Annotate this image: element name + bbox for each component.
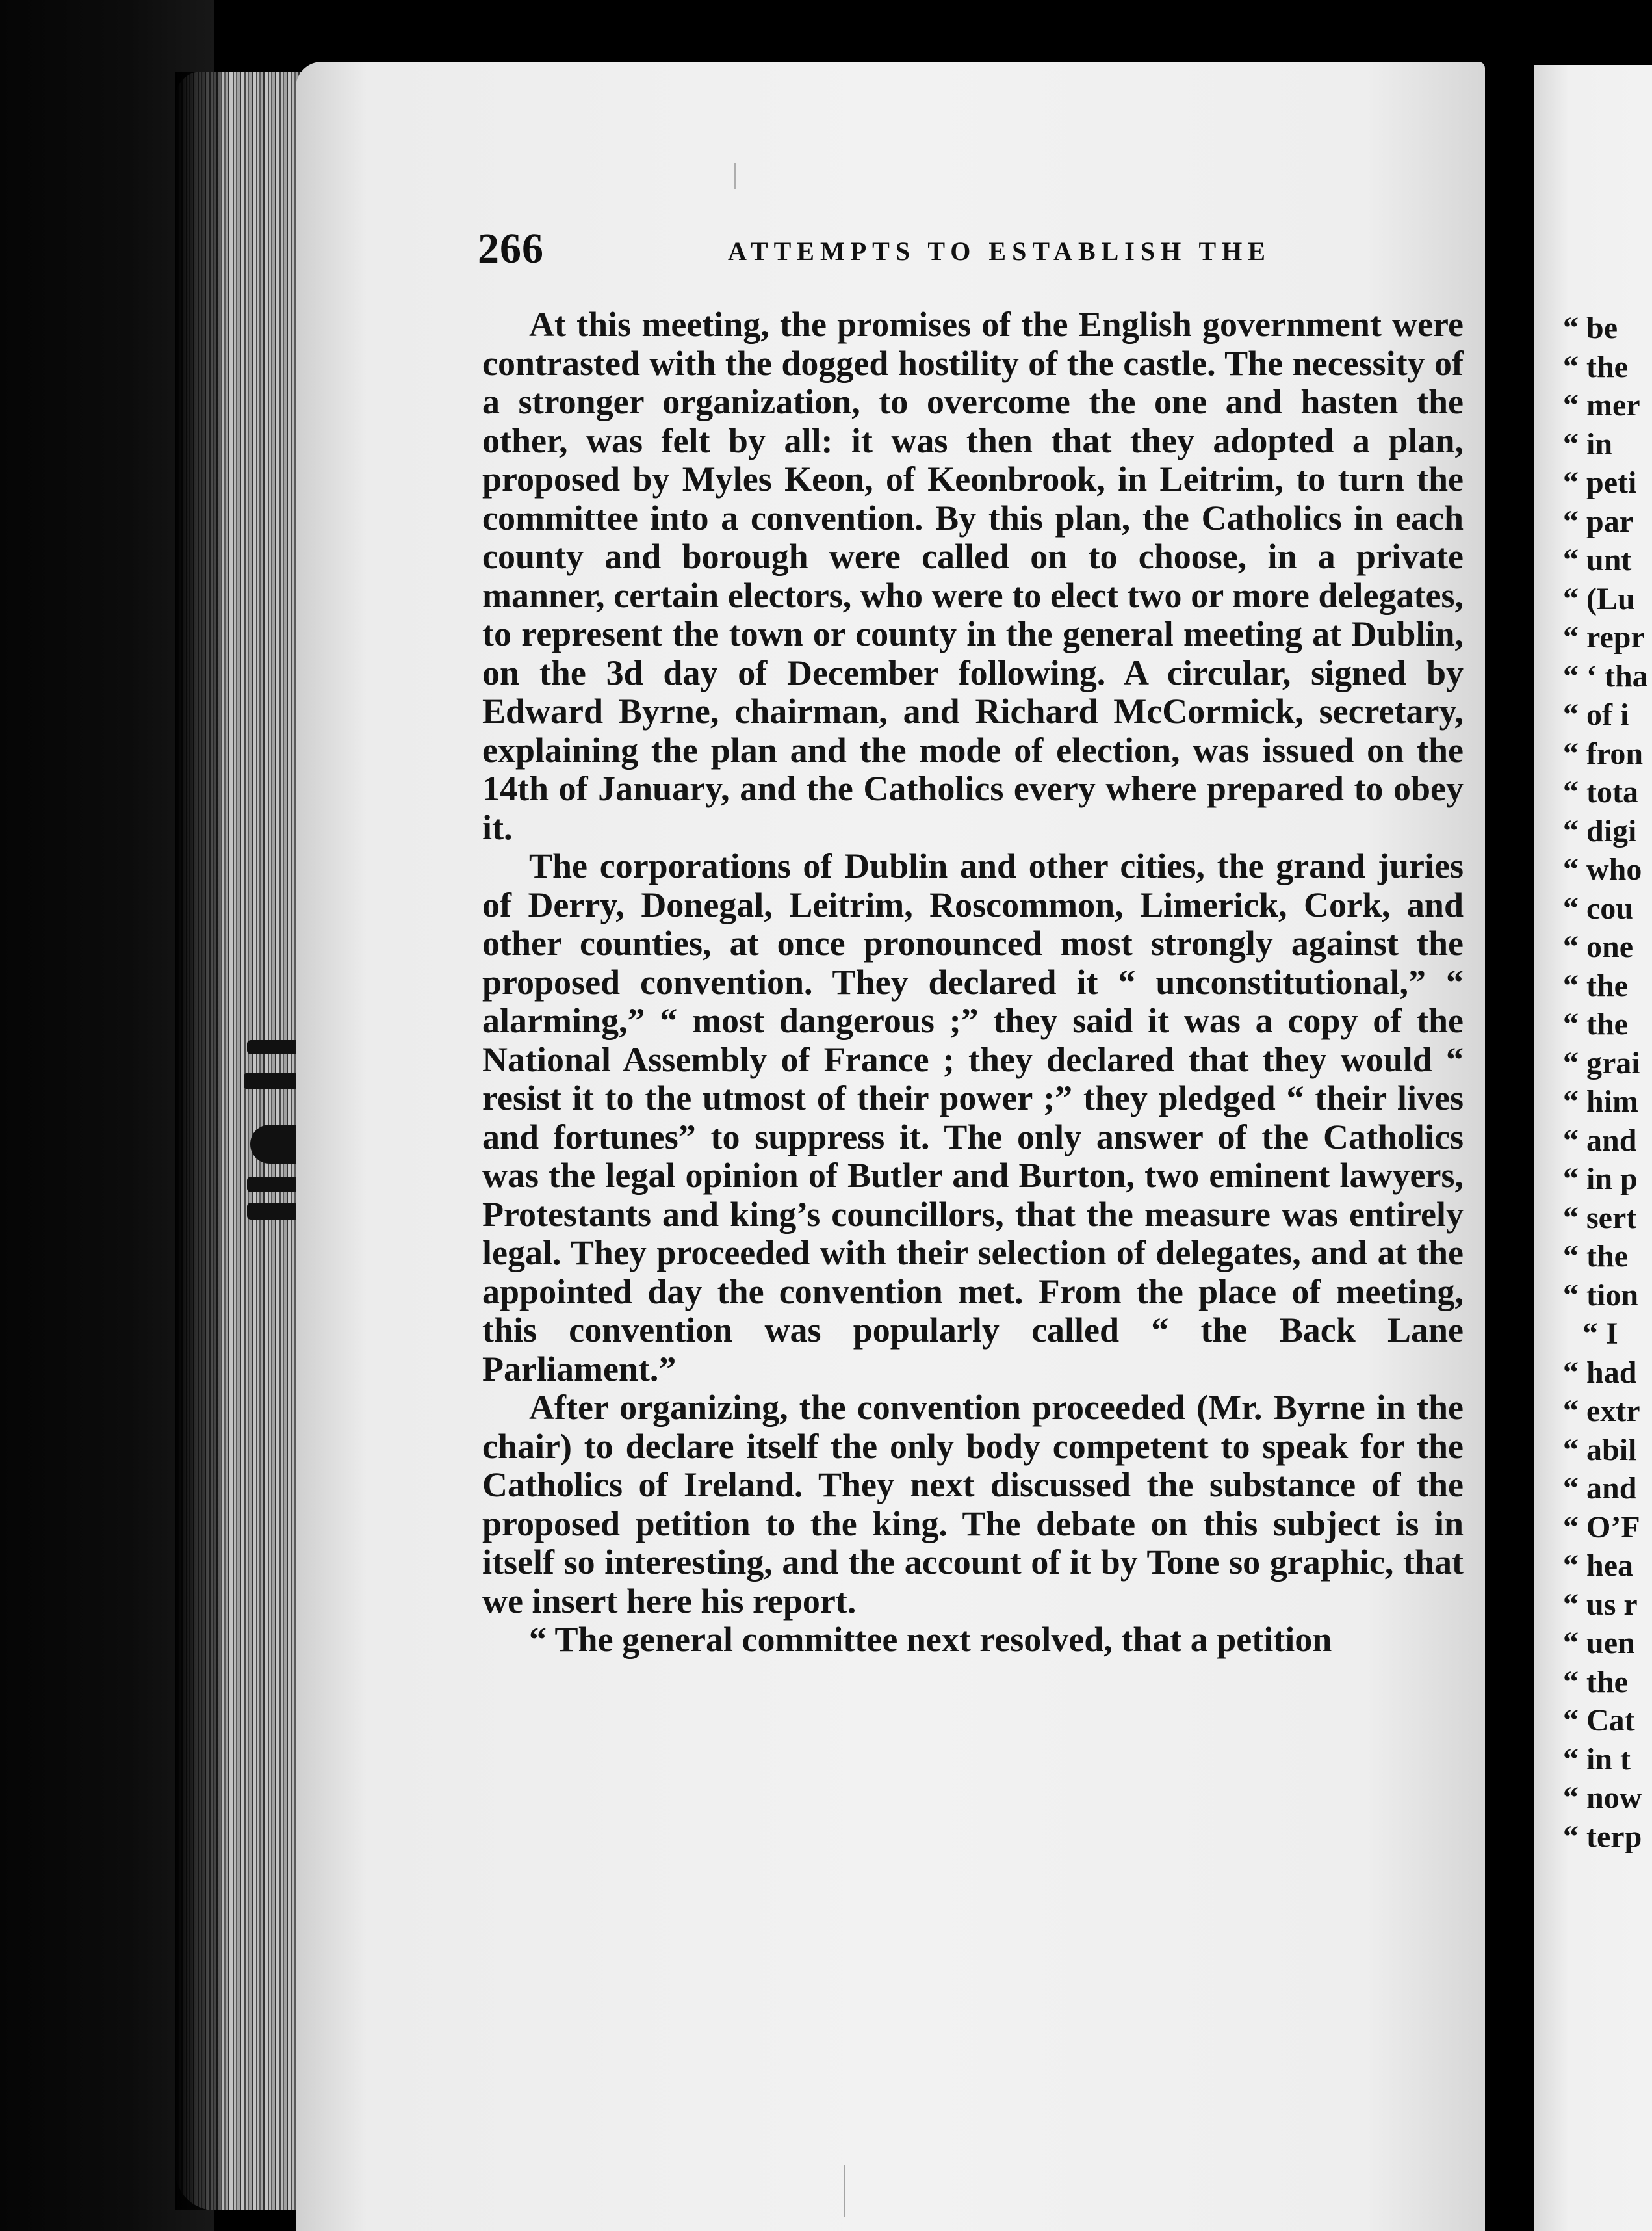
running-head-title: ATTEMPTS TO ESTABLISH THE [728, 237, 1271, 266]
running-head [478, 224, 1465, 283]
line-fragment: “ digi [1563, 813, 1637, 848]
line-fragment: “ in [1563, 426, 1613, 462]
line-fragment: “ I [1582, 1316, 1618, 1351]
page-edges-shadow [175, 72, 221, 2210]
line-fragment: “ grai [1563, 1045, 1640, 1080]
line-fragment: “ tota [1563, 775, 1638, 809]
next-page-text [1563, 309, 1648, 1856]
line-fragment: “ unt [1563, 543, 1632, 577]
line-fragment: “ in p [1563, 1162, 1638, 1196]
line-fragment: “ fron [1563, 736, 1644, 771]
line-fragment: “ the [1563, 968, 1628, 1003]
line-fragment: “ be [1563, 311, 1618, 345]
line-fragment: “ who [1563, 852, 1642, 887]
line-fragment: “ the [1563, 1239, 1628, 1273]
line-fragment: “ the [1563, 349, 1628, 384]
paragraph: At this meeting, the promises of the English government were contrasted with the dogged hostility of the castle. The necessity of a stronger organization, to overcome the one and hasten the other, was felt by all: it was then that they adopted a plan, proposed by Myles Keon, of Keonbrook, in Leitrim, to turn the committee into a convention. By this plan, the Catholics in each county and borough were called on to choose, in a private manner, certain electors, who were to elect two or more delegates, to represent the town or county in the general meeting at Dublin, on the 3d day of December following. A circular, signed by Edward Byrne, chairman, and Richard McCormick, secretary, explaining the plan and the mode of election, was issued on the 14th of January, and the Catholics every where prepared to obey it. [482, 305, 1464, 847]
line-fragment: “ the [1563, 1007, 1628, 1041]
line-fragment: “ hea [1563, 1548, 1633, 1583]
line-fragment: “ him [1563, 1084, 1639, 1119]
line-fragment: “ the [1563, 1664, 1628, 1699]
line-fragment: “ in t [1563, 1742, 1631, 1777]
paragraph: After organizing, the convention proceeded (Mr. Byrne in the chair) to declare itself the only body competent to speak for the Catholics of Ireland. They next discussed the substance of the proposed petition to the king. The debate on this subject is in itself so interesting, and the account of it by Tone so graphic, that we insert here his report. [482, 1388, 1464, 1621]
line-fragment: “ and [1563, 1471, 1637, 1506]
line-fragment: “ Cat [1563, 1703, 1635, 1738]
line-fragment: “ (Lu [1563, 581, 1635, 616]
paragraph: “ The general committee next resolved, that a petition [529, 1620, 1332, 1659]
page-gutter [1485, 0, 1534, 2231]
line-fragment: “ ‘ tha [1563, 659, 1648, 694]
line-fragment: “ repr [1563, 620, 1645, 655]
line-fragment: “ peti [1563, 465, 1637, 500]
line-fragment: “ cou [1563, 891, 1633, 926]
line-fragment: “ of i [1563, 698, 1629, 732]
line-fragment: “ us r [1563, 1587, 1638, 1622]
line-fragment: “ sert [1563, 1200, 1637, 1235]
line-fragment: “ mer [1563, 388, 1640, 423]
line-fragment: “ had [1563, 1355, 1637, 1390]
page-scratch [844, 2165, 845, 2217]
line-fragment: “ uen [1563, 1626, 1635, 1660]
line-fragment: “ one [1563, 930, 1633, 964]
next-page-edge [1534, 65, 1652, 2231]
paragraph: The corporations of Dublin and other cities, the grand juries of Derry, Donegal, Leitrim, Roscommon, Limerick, Cork, and other counties, at once pronounced most strongly against the proposed convention. They declared it “ unconstitutional,” “ alarming,” “ most dangerous ;” they said it was a copy of the National Assembly of France ; they declared that they would “ resist it to the utmost of their power ;” they pledged “ their lives and fortunes” to suppress it. The only answer of the Catholics was the legal opinion of Butler and Burton, two eminent lawyers, Protestants and king’s councillors, that the measure was entirely legal. They proceeded with their selection of delegates, and at the appointed day the convention met. From the place of meeting, this convention was popularly called “ the Back Lane Parliament.” [482, 846, 1464, 1389]
line-fragment: “ terp [1563, 1819, 1642, 1854]
line-fragment: “ and [1563, 1123, 1637, 1158]
page-scratch [734, 163, 736, 189]
line-fragment: “ tion [1563, 1277, 1639, 1312]
page-number: 266 [478, 225, 544, 272]
line-fragment: “ O’F [1563, 1509, 1640, 1545]
line-fragment: “ extr [1563, 1394, 1640, 1428]
page-body [482, 306, 1464, 1660]
line-fragment: “ now [1563, 1781, 1642, 1815]
line-fragment: “ par [1563, 504, 1633, 539]
line-fragment: “ abil [1563, 1432, 1637, 1467]
